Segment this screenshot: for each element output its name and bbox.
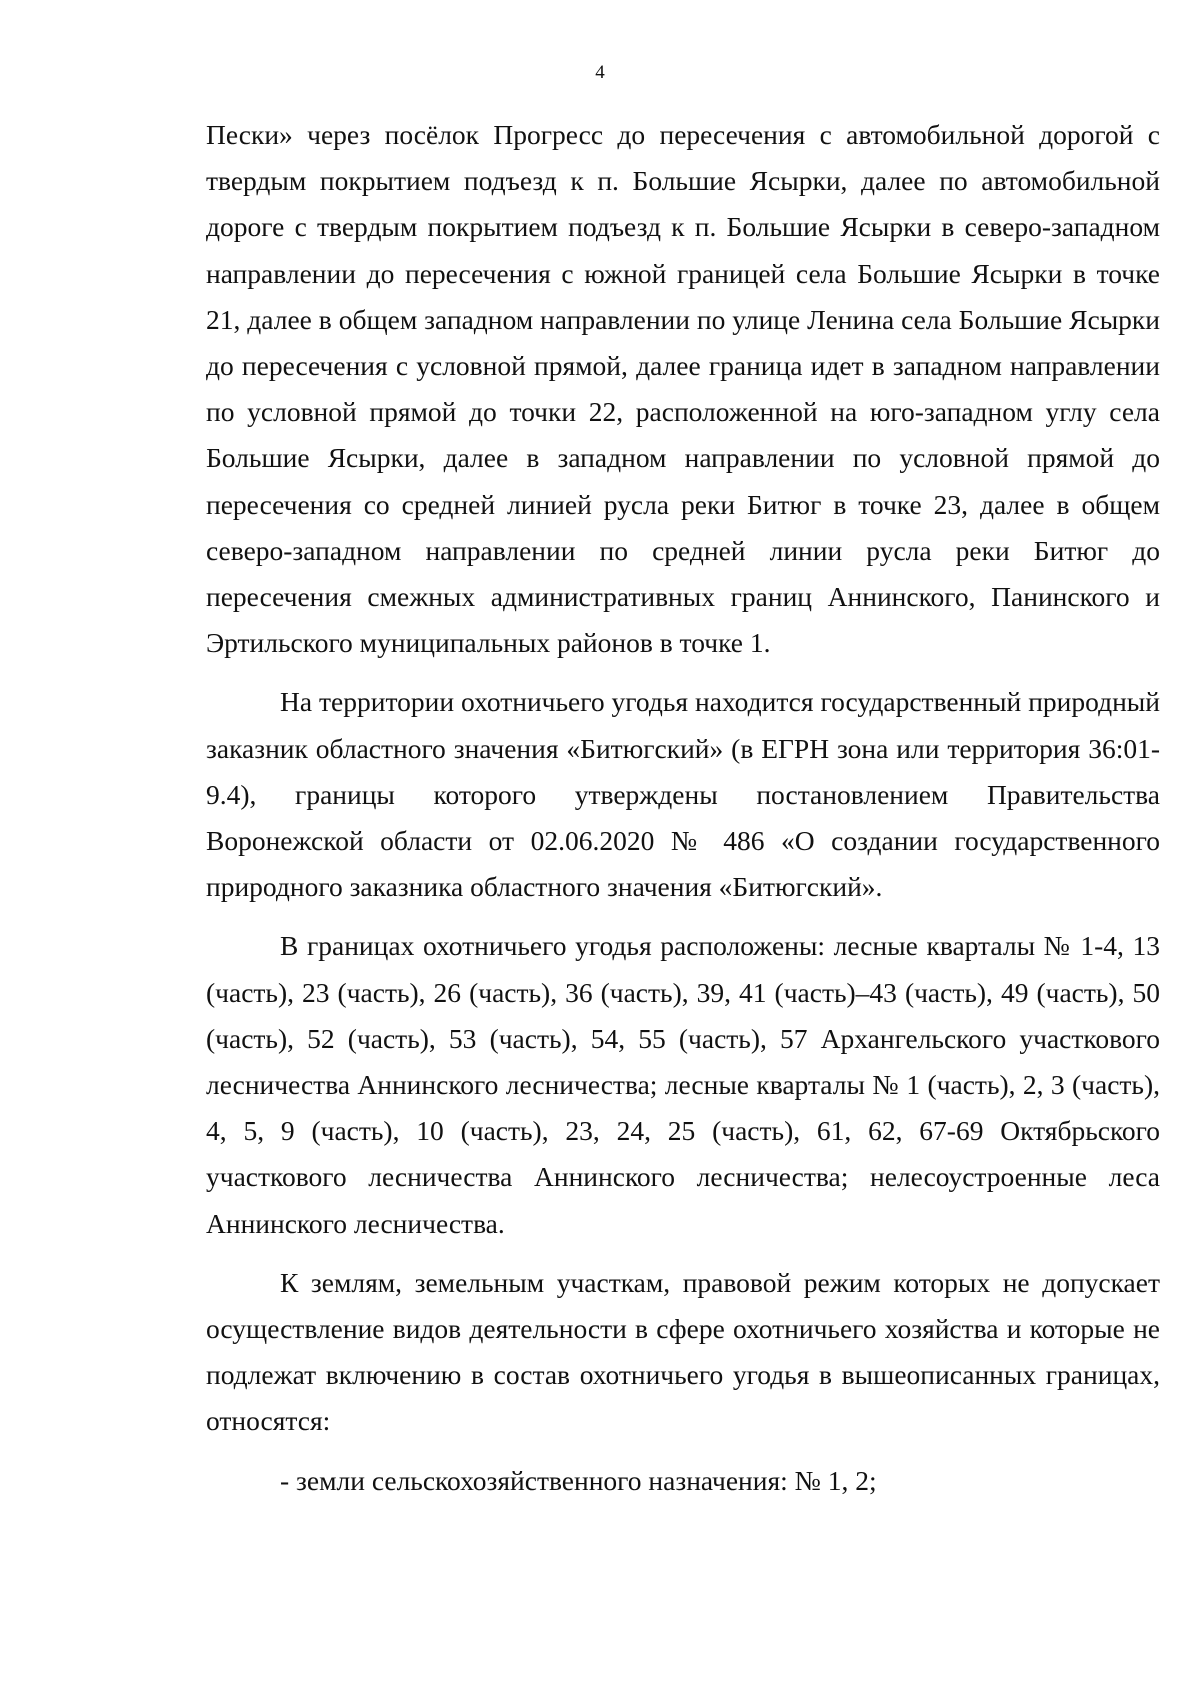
document-body <box>206 112 1160 1504</box>
paragraph-excluded-lands: К землям, земельным участкам, правовой режим которых не допускает осуществление видов деятельности в сфере охотничьего хозяйства и которые не подлежат включению в состав охотничьего угодья в вышеописанных границах, относятся: <box>206 1266 1160 1437</box>
paragraph-forest-quarters: В границах охотничьего угодья расположены: лесные кварталы № 1-4, 13 (часть), 23 (часть), 26 (часть), 36 (часть), 39, 41 (часть)–43 (часть), 49 (часть), 50 (часть), 52 (часть), 53 (часть), 54, 55 (часть), 57 Архангельского участкового лесничества Аннинского лесничества; лесные кварталы № 1 (часть), 2, 3 (часть), 4, 5, 9 (часть), 10 (часть), 23, 24, 25 (часть), 61, 62, 67-69 Октябрьского участкового лесничества Аннинского лесничества; нелесоустроенные леса Аннинского лесничества. <box>206 930 1160 1239</box>
page-number: 4 <box>595 62 605 83</box>
paragraph-boundary-description: Пески» через посёлок Прогресс до пересечения с автомобильной дорогой с твердым покрытием подъезд к п. Большие Ясырки, далее по автомобильной дороге с твердым покрытием подъезд к п. Большие Ясырки в северо-западном направлении до пересечения с южной границей села Большие Ясырки в точке 21, далее в общем западном направлении по улице Ленина села Большие Ясырки до пересечения с условной прямой, далее граница идет в западном направлении по условной прямой до точки 22, расположенной на юго-западном углу села Большие Ясырки, далее в западном направлении по условной прямой до пересечения со средней линией русла реки Битюг в точке 23, далее в общем северо-западном направлении по средней линии русла реки Битюг до пересечения смежных административных границ Аннинского, Панинского и Эртильского муниципальных районов в точке 1. <box>206 119 1160 659</box>
list-item-agricultural-lands: - земли сельскохозяйственного назначения: № 1, 2; <box>280 1464 877 1496</box>
paragraph-nature-reserve: На территории охотничьего угодья находится государственный природный заказник областного значения «Битюгский» (в ЕГРН зона или территория 36:01-9.4), границы которого утверждены постановлением Правительства Воронежской области от 02.06.2020 № 486 «О создании государственного природного заказника областного значения «Битюгский». <box>206 686 1160 903</box>
